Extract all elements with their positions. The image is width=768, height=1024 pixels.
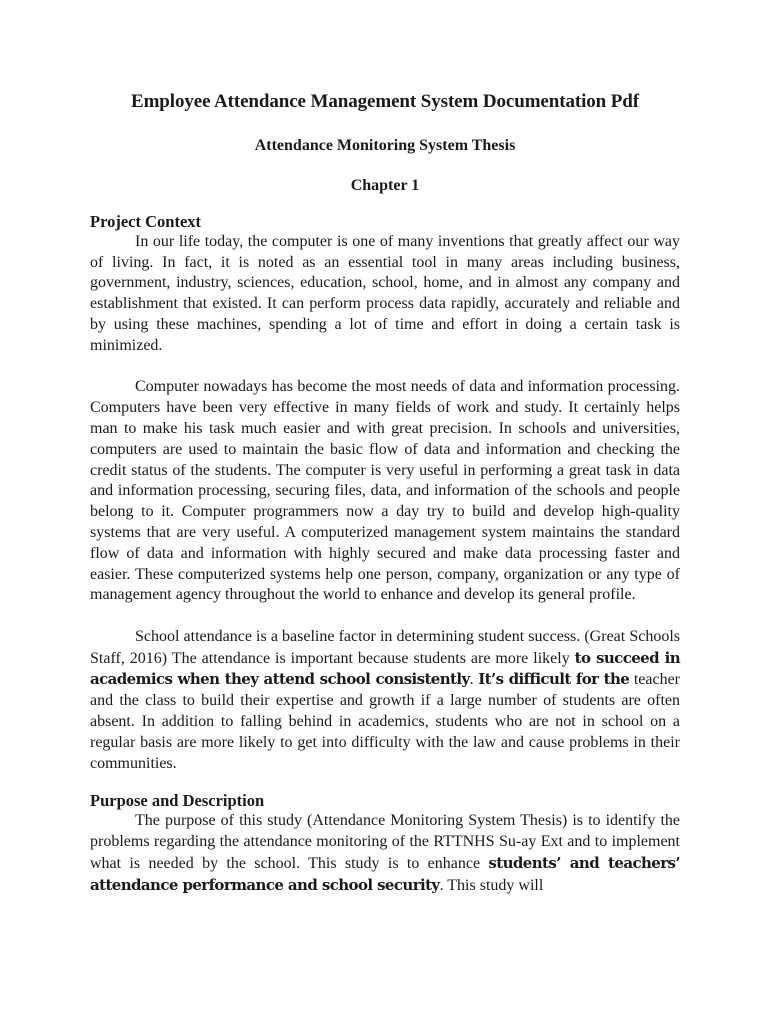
paragraph-text: School attendance is a baseline factor in determining student success. (Great Schools Staff, 2016) The attendance is important because students are more likely (90, 627, 680, 667)
bold-text: students’ and teachers’ attendance performance and school security (90, 854, 681, 894)
paragraph: Computer nowadays has become the most needs of data and information processing. Computers have been very effective in many fields of work and study. It certainly helps man to make his task much easier and with great precision. In schools and universities, computers are used to maintain the basic flow of data and information and checking the credit status of the students. The computer is very useful in performing a great task in data and information processing, securing files, data, and information of the schools and people belong to it. Computer programmers now a day try to build and develop high-quality systems that are very useful. A computerized management system maintains the standard flow of data and information with highly secured and make data processing faster and easier. These computerized systems help one person, company, organization or any type of management agency throughout the world to enhance and develop its general profile. (90, 378, 680, 604)
bold-text: It’s difficult for the (478, 670, 630, 689)
paragraph: In our life today, the computer is one of many inventions that greatly affect our way of living. In fact, it is noted as an essential tool in many areas including business, government, industry, sciences, education, school, home, and in almost any company and establishment that existed. It can perform process data rapidly, accurately and reliable and by using these machines, spending a lot of time and effort in doing a certain task is minimized. (90, 232, 680, 354)
chapter-heading: Chapter 1 (350, 176, 420, 194)
paragraph-text: The purpose of this study (Attendance Monitoring System Thesis) is to identify the problems regarding the attendance monitoring of the RTTNHS Su-ay Ext and to implement what is needed by the school. This study is to enhance (90, 812, 680, 873)
document-page (90, 90, 680, 897)
paragraph-text: . (469, 671, 479, 689)
paragraph (90, 627, 680, 775)
paragraph-text: teacher and the class to build their expertise and growth if a large number of students are often absent. In addition to falling behind in academics, students who are not in school on a regular basis are more likely to get into difficulty with the law and cause problems in their communities. (90, 671, 680, 772)
paragraph-text: . This study will (439, 876, 544, 894)
section-heading-project-context: Project Context (90, 211, 202, 231)
section-heading-purpose: Purpose and Description (90, 791, 265, 811)
document-title: Employee Attendance Management System Documentation Pdf (131, 91, 639, 112)
document-subtitle: Attendance Monitoring System Thesis (254, 136, 516, 154)
bold-text: to succeed in academics when they attend school consistently (90, 648, 680, 689)
paragraph (90, 811, 680, 896)
